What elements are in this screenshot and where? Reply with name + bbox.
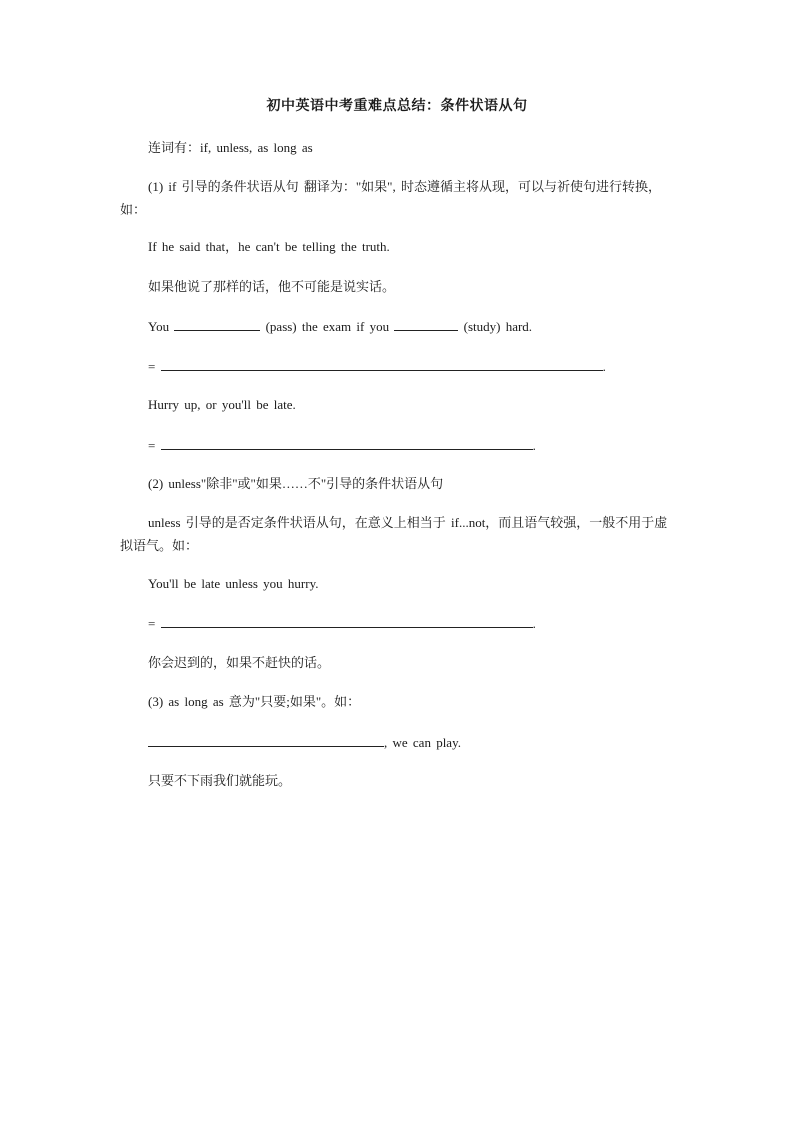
section2-description: unless 引导的是否定条件状语从句，在意义上相当于 if...not，而且语气较强，一般不用于虚拟语气。如： [120,515,668,553]
equation2-line [148,436,536,455]
section1-example-en: If he said that，he can't be telling the truth. [148,239,390,254]
equals-sign: = [148,616,156,631]
period: . [532,616,536,631]
exercise3-suffix: , we can play. [384,735,461,750]
equals-sign: = [148,359,156,374]
exercise1-part3: (study) hard. [463,319,533,334]
fill-blank-rewrite2[interactable] [161,436,533,450]
section1-example-cn: 如果他说了那样的话，他不可能是说实话。 [148,279,396,294]
exercise1-part1: You [148,319,170,334]
period: . [602,359,606,374]
section2-example-cn: 你会迟到的，如果不赶快的话。 [148,655,331,670]
section3-example-cn: 只要不下雨我们就能玩。 [148,773,292,788]
equals-sign: = [148,438,156,453]
period: . [532,438,536,453]
fill-blank-rewrite1[interactable] [161,357,603,371]
page-title: 初中英语中考重难点总结：条件状语从句 [266,99,528,114]
section1-heading: (1) if 引导的条件状语从句 翻译为："如果", 时态遵循主将从现，可以与祈使句进行转换，如： [120,179,661,217]
fill-blank-pass[interactable] [174,317,260,331]
section1-example2-en: Hurry up, or you'll be late. [148,397,296,412]
section2-example-en: You'll be late unless you hurry. [148,576,319,591]
fill-blank-condition[interactable] [148,733,384,747]
conjunctions-line: 连词有：if, unless, as long as [148,140,313,155]
equation1-line [148,357,606,376]
exercise1-line [148,317,532,336]
exercise1-part2: (pass) the exam if you [265,319,390,334]
section3-heading: (3) as long as 意为"只要;如果"。如： [148,694,361,709]
section2-heading: (2) unless"除非"或"如果……不"引导的条件状语从句 [148,476,444,491]
fill-blank-rewrite3[interactable] [161,614,533,628]
fill-blank-study[interactable] [394,317,458,331]
exercise3-line [148,733,461,752]
equation3-line [148,614,536,633]
